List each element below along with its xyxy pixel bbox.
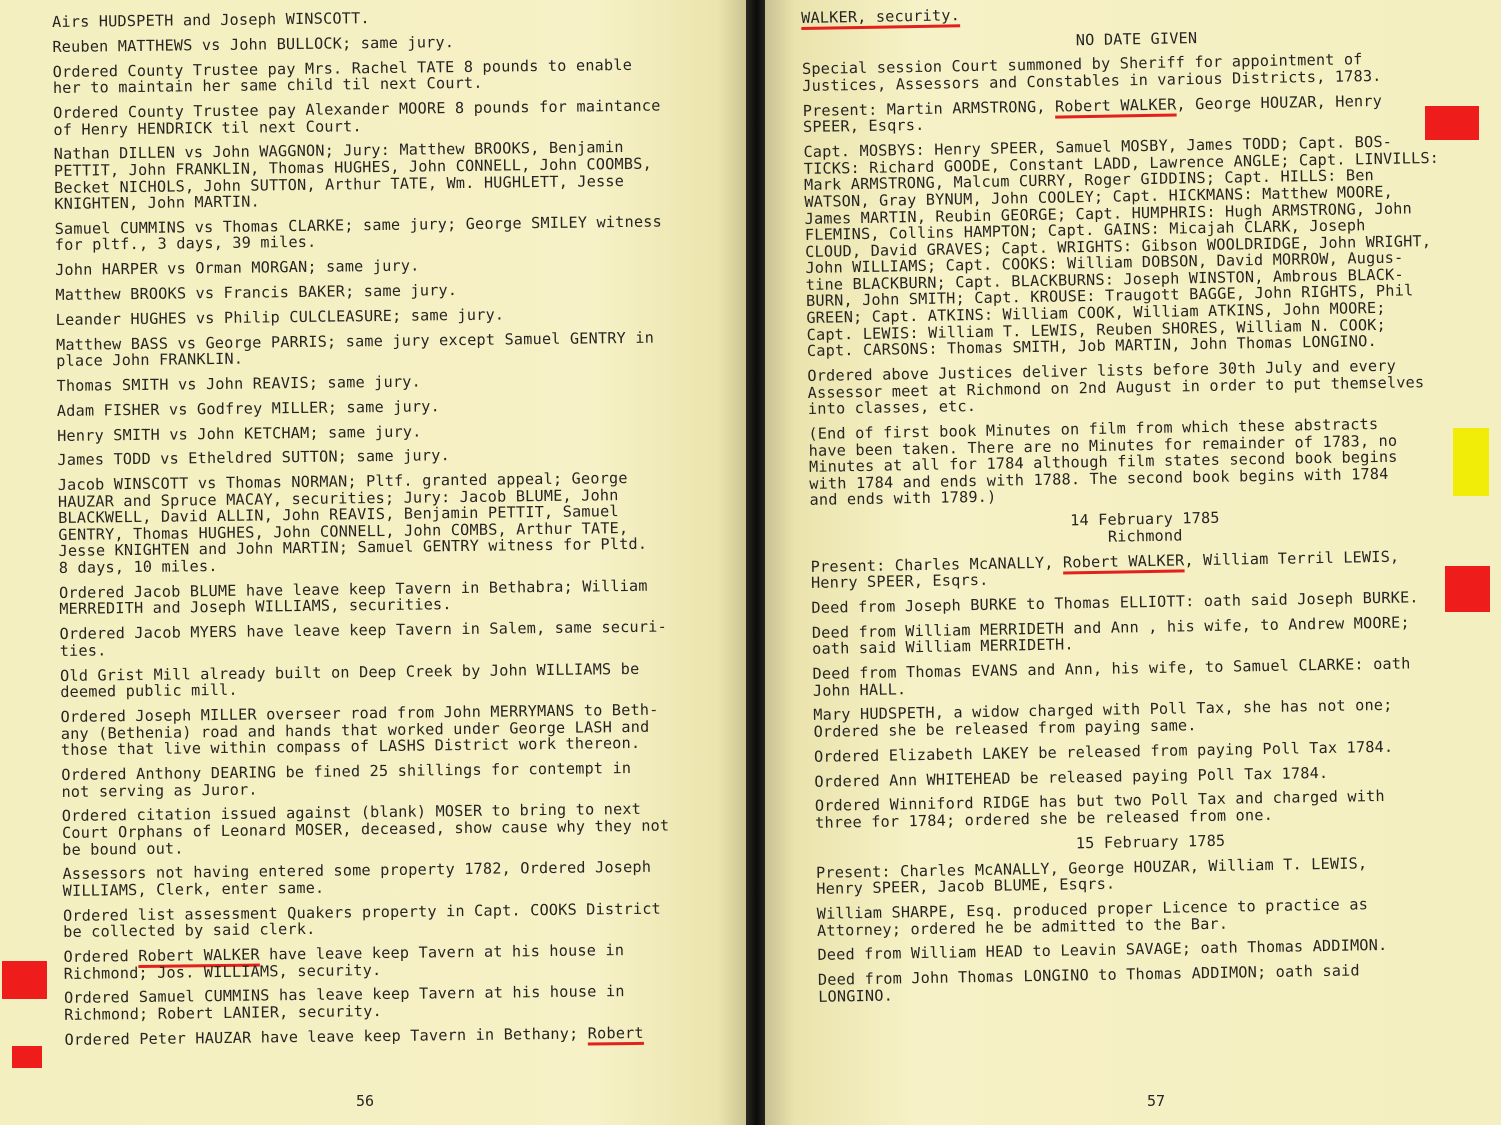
continuation-line: [801, 0, 1471, 27]
entry: Mary HUDSPETH, a widow charged with Poll Tax, she has not one; Ordered she be released from paying same.: [813, 696, 1393, 741]
entry: Nathan DILLEN vs John WAGGNON; Jury: Matthew BROOKS, Benjamin PETTIT, John FRANKLIN, Thomas HUGHES, John CONNELL, John COOMBS, Becket NICHOLS, John SUTTON, Arthur TATE, Wm. HUGHLETT, Jesse KNIGHTEN, John MARTIN.: [53, 138, 652, 214]
entry: Ordered citation issued against (blank) MOSER to bring to next Court Orphans of Leonard MOSER, deceased, show cause why they not be bound out.: [61, 800, 670, 859]
entry: Deed from William MERRIDETH and Ann , his wife, to Andrew MOORE; oath said William MERRIDETH.: [811, 613, 1410, 659]
entry: Ordered above Justices deliver lists before 30th July and every Assessor meet at Richmond on 2nd August in order to put themselves into classes, etc.: [807, 356, 1425, 419]
present-entry: [811, 547, 1481, 592]
entry: Deed from Joseph BURKE to Thomas ELLIOTT: oath said Joseph BURKE.: [811, 588, 1419, 617]
date-heading: 14 February 1785: [1070, 508, 1220, 530]
entry: Ordered Winniford RIDGE has but two Poll Tax and charged with three for 1784; ordered she be released from one.: [814, 787, 1385, 832]
entry: Deed from John Thomas LONGINO to Thomas ADDIMON; oath said LONGINO.: [817, 961, 1360, 1006]
entry-text: Present: Martin ARMSTRONG,: [802, 97, 1056, 120]
left-page: [0, 0, 748, 1125]
present-entry: [803, 91, 1473, 136]
entry: Ordered Anthony DEARING be fined 25 shillings for contempt in not serving as Juror.: [61, 758, 632, 801]
entry: Ordered County Trustee pay Mrs. Rachel TATE 8 pounds to enable her to maintain her same child til next Court.: [52, 55, 633, 98]
underlined-name: Robert WALKER: [1054, 95, 1177, 116]
entry: William SHARPE, Esq. produced proper Licence to practice as Attorney; ordered he be admitted to the Bar.: [816, 895, 1369, 940]
entry: Thomas SMITH vs John REAVIS; same jury.: [56, 372, 422, 395]
entry-text: Ordered Peter HAUZAR have leave keep Tavern in Bethany;: [64, 1024, 588, 1049]
entry: Deed from Thomas EVANS and Ann, his wife, to Samuel CLARKE: oath John HALL.: [812, 654, 1411, 700]
entry: Special session Court summoned by Sheriff for appointment of Justices, Assessors and Constables in various Districts, 1783.: [801, 50, 1382, 95]
entry: James TODD vs Etheldred SUTTON; same jury.: [57, 446, 450, 470]
place-heading: Richmond: [1107, 526, 1183, 546]
date-heading: 15 February 1785: [1075, 831, 1226, 853]
entry: Adam FISHER vs Godfrey MILLER; same jury.: [56, 397, 441, 420]
entry: John HARPER vs Orman MORGAN; same jury.: [55, 256, 420, 280]
entry: Old Grist Mill already built on Deep Creek by John WILLIAMS be deemed public mill.: [59, 659, 640, 702]
entry: Henry SMITH vs John KETCHAM; same jury.: [57, 422, 422, 445]
left-page-text: [52, 6, 725, 1057]
entry-text: have leave keep Tavern at his house in Richmond; Jos. WILLIAMS, security.: [63, 941, 625, 983]
right-page-text: [801, 0, 1488, 1013]
captains-list: Capt. MOSBYS: Henry SPEER, Samuel MOSBY, James TODD; Capt. BOS- TICKS: Richard GOODE, Constant LADD, Lawrence ANGLE; Capt. LINVILLS: Mark ARMSTRONG, Malcum CURRY, Roger GIDDINS; Capt. HILLS: Ben WATSON, Gray BYNUM, John COOLEY; Capt. HICKMANS: Matthew MOORE, James MARTIN, Reubin GEORGE; Capt. HUMPHRIS: Hugh ARMSTRONG, John FLEMINS, Collins HAMPTON; Capt. GAINS: Micajah CLARK, Joseph CLOUD, David GRAVES; Capt. WRIGHTS: Gibson WOOLDRIDGE, John WRIGHT, John WILLIAMS; Capt. COOKS: William DOBSON, David MORROW, Augus- tine BLACKBURN; Capt. BLACKBURNS: Joseph WINSTON, Ambrous BLACK- BURN, John SMITH; Capt. KROUSE: Traugott BAGGE, John RIGHTS, Phil GREEN; Capt. ATKINS: William COOK, William ATKINS, John MOORE; Capt. LEWIS: William T. LEWIS, Reuben SHORES, William N. COOK; Capt. CARSONS: Thomas SMITH, Job MARTIN, John Thomas LONGINO.: [803, 132, 1440, 361]
entry: Ordered Joseph MILLER overseer road from John MERRYMANS to Beth- any (Bethenia) road and hands that worked under George LASH and those that live within compass of LASHS District work thereon.: [60, 700, 659, 760]
red-highlight-marker: [2, 961, 47, 999]
underlined-name: Robert: [587, 1023, 644, 1043]
red-highlight-marker: [12, 1046, 42, 1068]
entry: Matthew BROOKS vs Francis BAKER; same jury.: [55, 281, 458, 305]
underlined-name: Robert WALKER: [1062, 550, 1185, 572]
entry: Leander HUGHES vs Philip CULCLEASURE; same jury.: [55, 305, 505, 329]
end-note: (End of first book Minutes on film from which these abstracts have been taken. There are no Minutes for remainder of 1783, no Minutes at all for 1784 although film states second book begins with 1784 and ends with 1788. The second book begins with 1784 and ends with 1789.): [808, 414, 1398, 510]
entry: Ordered Jacob MYERS have leave keep Tavern in Salem, same securi- ties.: [59, 617, 667, 660]
entry: Deed from William HEAD to Leavin SAVAGE; oath Thomas ADDIMON.: [817, 936, 1388, 965]
entry-text: , William Terril LEWIS, Henry SPEER, Esqrs.: [810, 547, 1400, 593]
red-highlight-marker: [1425, 106, 1479, 140]
entry: Ordered Ann WHITEHEAD be released paying Poll Tax 1784.: [814, 763, 1329, 791]
yellow-highlight-marker: [1453, 428, 1489, 496]
entry: Ordered Jacob BLUME have leave keep Tavern in Bethabra; William MERREDITH and Joseph WILLIAMS, securities.: [58, 576, 648, 619]
book-gutter: [746, 0, 767, 1125]
right-page: [765, 0, 1501, 1125]
entry: Ordered Samuel CUMMINS has leave keep Tavern at his house in Richmond; Robert LANIER, security.: [63, 982, 625, 1024]
underlined-name: Robert WALKER: [138, 945, 260, 966]
entry-text: Ordered: [63, 947, 139, 966]
present-entry: Present: Charles McANALLY, George HOUZAR, William T. LEWIS, Henry SPEER, Jacob BLUME, Esqrs.: [815, 853, 1368, 898]
underlined-name: WALKER, security.: [800, 6, 961, 27]
entry-text: Present: Charles McANALLY,: [810, 553, 1064, 576]
entry: Samuel CUMMINS vs Thomas CLARKE; same jury; George SMILEY witness for pltf., 3 days, 39 miles.: [54, 212, 663, 255]
entry: Ordered Elizabeth LAKEY be released from paying Poll Tax 1784.: [813, 737, 1394, 766]
red-highlight-marker: [1445, 566, 1490, 612]
page-number: 56: [356, 1092, 375, 1110]
entry: Assessors not having entered some property 1782, Ordered Joseph WILLIAMS, Clerk, enter same.: [62, 858, 652, 900]
hauzar-tavern-entry: [64, 1024, 724, 1049]
entry: Matthew BASS vs George PARRIS; same jury except Samuel GENTRY in place John FRANKLIN.: [55, 328, 655, 371]
entry: Reuben MATTHEWS vs John BULLOCK; same jury.: [52, 32, 455, 56]
walker-tavern-entry: [63, 941, 723, 982]
entry: Ordered list assessment Quakers property in Capt. COOKS District be collected by said clerk.: [62, 899, 662, 942]
entry: Ordered County Trustee pay Alexander MOORE 8 pounds for maintance of Henry HENDRICK til next Court.: [53, 96, 661, 139]
entry: Jacob WINSCOTT vs Thomas NORMAN; Pltf. granted appeal; George HAUZAR and Spruce MACAY, securities; Jury: Jacob BLUME, John BLACKWELL, David ALLIN, John REAVIS, Benjamin PETTIT, Samuel GENTRY, Thomas HUGHES, John CONNELL, John COMBS, Arthur TATE, Jesse KNIGHTEN and John MARTIN; Samuel GENTRY witness for Pltd. 8 days, 10 miles.: [57, 469, 648, 578]
entry: Airs HUDSPETH and Joseph WINSCOTT.: [51, 9, 370, 31]
entry-text: , George HOUZAR, Henry SPEER, Esqrs.: [802, 91, 1383, 137]
section-heading: NO DATE GIVEN: [1075, 28, 1198, 49]
page-number: 57: [1147, 1092, 1166, 1110]
